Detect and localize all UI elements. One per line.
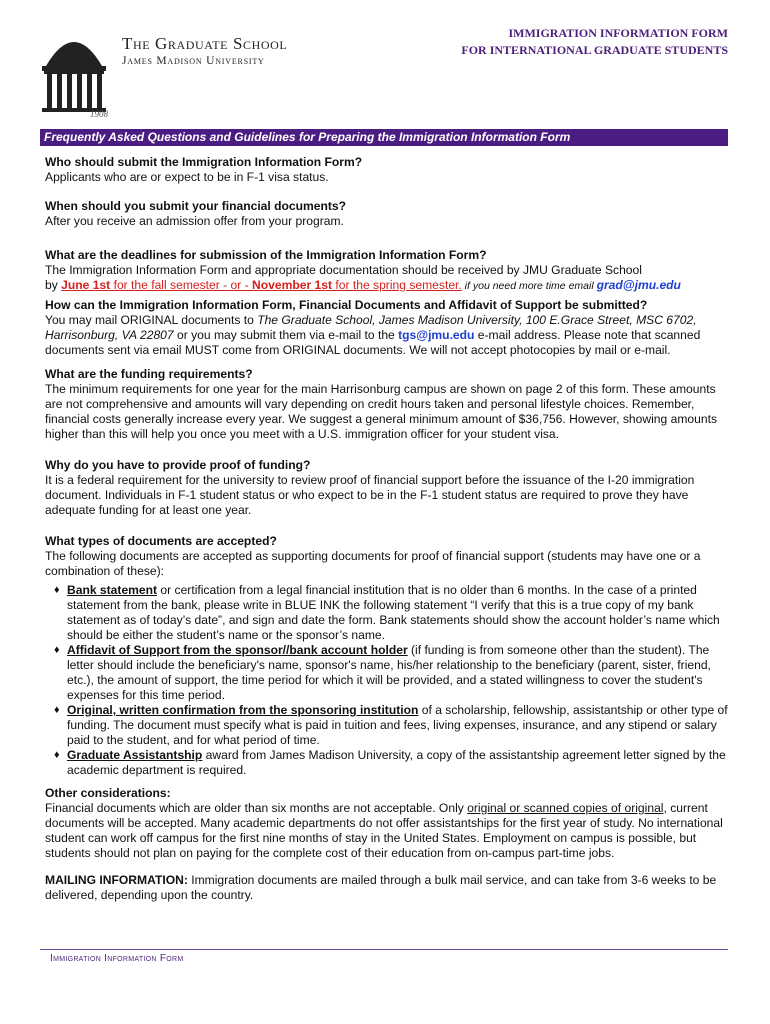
question-documents: What types of documents are accepted?	[45, 534, 277, 548]
question-deadlines: What are the deadlines for submission of the Immigration Information Form?	[45, 248, 487, 262]
question-proof: Why do you have to provide proof of funding?	[45, 458, 311, 472]
answer-proof: It is a federal requirement for the university to review proof of financial support before the issuance of the I-20 immigration document. Individuals in F-1 student status or who expect to be in the F-1 student status are required to prove they have adequate funding for at least one year.	[45, 473, 695, 517]
diamond-bullet-icon: ♦	[54, 644, 60, 656]
deadline-june: June 1st	[61, 278, 111, 292]
question-when: When should you submit your financial documents?	[45, 199, 347, 213]
answer-deadlines-line1: The Immigration Information Form and appropriate documentation should be received by JMU Graduate School	[45, 263, 642, 277]
school-name: The Graduate School	[122, 34, 288, 53]
mailing-label: MAILING INFORMATION:	[45, 873, 188, 887]
answer-funding: The minimum requirements for one year for the main Harrisonburg campus are shown on page 2 of this form. These amounts are not comprehensive and amounts will vary depending on credit hours taken and personal lifestyle choices. Remember, financial costs generally increase every year. We suggest a general minimum amount of $36,756. However, showing amounts higher than this will help you once you meet with a U.S. immigration officer for your student visa.	[45, 382, 718, 441]
question-how-submit: How can the Immigration Information Form, Financial Documents and Affidavit of Support be submitted?	[45, 298, 648, 312]
section-banner: Frequently Asked Questions and Guidelines for Preparing the Immigration Information Form	[40, 129, 728, 146]
diamond-bullet-icon: ♦	[54, 749, 60, 761]
list-item: ♦ Graduate Assistantship award from James Madison University, a copy of the assistantship agreement letter signed by the academic department is required.	[54, 748, 726, 777]
answer-deadlines-line2: by June 1st for the fall semester - or - November 1st for the spring semester. if you need more time email grad@jmu.edu	[45, 278, 681, 292]
question-funding: What are the funding requirements?	[45, 367, 253, 381]
doc-title: Bank statement	[67, 583, 158, 597]
list-item: ♦ Original, written confirmation from the sponsoring institution of a scholarship, fellowship, assistantship or other type of funding. The document must specify what is paid in tuition and fees, living expenses, insurance, and any stipend or salary paid to the student, and for what period of time.	[54, 703, 728, 747]
question-who: Who should submit the Immigration Information Form?	[45, 155, 363, 169]
logo-year: 1908	[90, 109, 108, 118]
tgs-email-link[interactable]: tgs@jmu.edu	[398, 328, 475, 342]
list-item: ♦ Affidavit of Support from the sponsor//bank account holder (if funding is from someone other than the student). The letter should include the beneficiary's name, sponsor's name, his/her relationship to the beneficiary (parent, sister, friend, etc.), the amount of support, the time period for which it will be provided, and a stated willingness to cover the student's expenses for this time period.	[54, 643, 711, 702]
answer-when: After you receive an admission offer from your program.	[45, 214, 344, 228]
form-title-line2: FOR INTERNATIONAL GRADUATE STUDENTS	[461, 43, 728, 57]
doc-title: Affidavit of Support from the sponsor//bank account holder	[67, 643, 408, 657]
diamond-bullet-icon: ♦	[54, 584, 60, 596]
mailing-information: MAILING INFORMATION: Immigration documents are mailed through a bulk mail service, and can take from 3-6 weeks to be delivered, depending upon the country.	[45, 873, 717, 902]
answer-who: Applicants who are or expect to be in F-1 visa status.	[45, 170, 329, 184]
accepted-documents-list	[45, 583, 730, 778]
answer-other: Financial documents which are older than six months are not acceptable. Only original or scanned copies of original, current documents will be accepted. Many academic departments do not offer assistantships for the first year of study. No international student can work off campus for the first nine months of stay in the United States. Employment on campus is possible, but students should not plan on paying for the complete cost of their education from on-campus part-time jobs.	[45, 801, 723, 860]
doc-title: Graduate Assistantship	[67, 748, 203, 762]
mailing-address: The Graduate School, James Madison University, 100 E.Grace Street, MSC 6702, Harrisonburg, VA 22807	[45, 313, 697, 342]
form-title-line1: IMMIGRATION INFORMATION FORM	[508, 26, 728, 40]
jmu-logo-icon	[38, 26, 110, 118]
diamond-bullet-icon: ♦	[54, 704, 60, 716]
question-other: Other considerations:	[45, 786, 171, 800]
answer-how-submit: You may mail ORIGINAL documents to The Graduate School, James Madison University, 100 E.Grace Street, MSC 6702, Harrisonburg, VA 22807 or you may submit them via e-mail to the tgs@jmu.edu e-mail address. Please note that scanned documents sent via email MUST come from ORIGINAL documents. We will not accept photocopies by mail or e-mail.	[45, 313, 701, 357]
answer-documents: The following documents are accepted as supporting documents for proof of financial support (students may have one or a combination of these):	[45, 549, 701, 578]
list-item: ♦ Bank statement or certification from a legal financial institution that is no older than 6 months. In the case of a printed statement from the bank, please write in BLUE INK the following statement “I verify that this is a true copy of my bank statement as of today’s date”, and sign and date the form. Bank statements should show the account holder’s name which should be either the student’s name or the sponsor’s name.	[54, 583, 720, 642]
deadline-november: November 1st	[252, 278, 333, 292]
footer-form-name: Immigration Information Form	[50, 953, 184, 964]
form-title	[461, 25, 728, 59]
university-name: James Madison University	[122, 55, 265, 67]
doc-title: Original, written confirmation from the sponsoring institution	[67, 703, 419, 717]
grad-email-link[interactable]: grad@jmu.edu	[596, 278, 681, 292]
footer-divider	[40, 949, 728, 950]
faq-content	[45, 155, 730, 903]
